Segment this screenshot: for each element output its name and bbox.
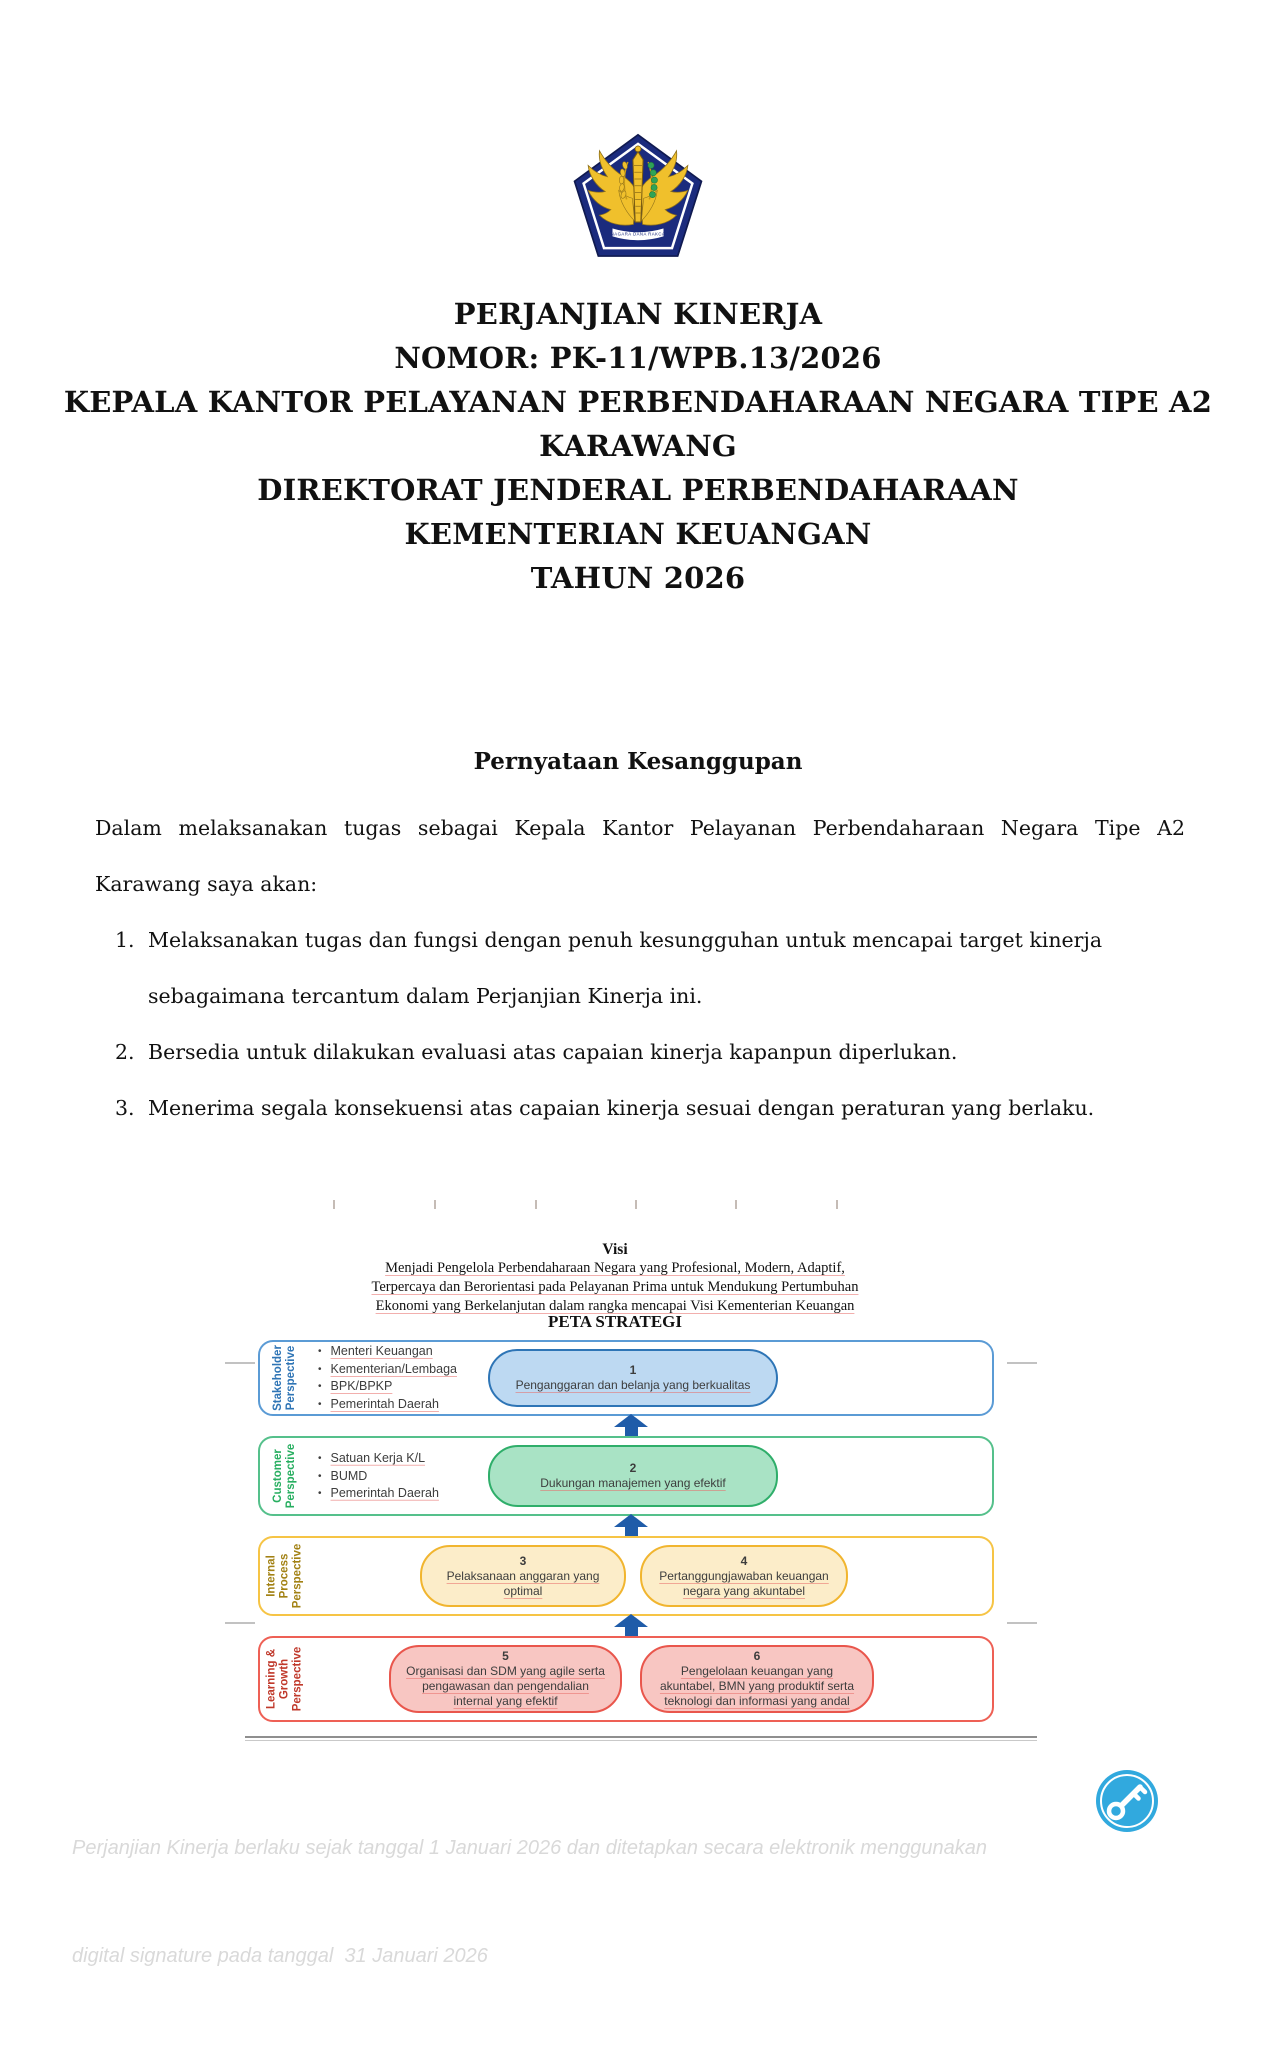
title-line: TAHUN 2026 (530, 561, 746, 595)
title-line: PERJANJIAN KINERJA (453, 297, 823, 331)
bullet-item (318, 1378, 457, 1396)
document-title-block (60, 292, 1216, 600)
bullet-dot: • (318, 1452, 322, 1464)
objective-pill-4 (640, 1545, 848, 1607)
bullet-dot: • (318, 1470, 322, 1482)
footer-note-line: Perjanjian Kinerja berlaku sejak tanggal 1 Januari 2026 dan ditetapkan secara elektronik menggunakan (72, 1837, 988, 1859)
perspective-label (262, 1538, 308, 1614)
pill-text: Pertanggungjawaban keuangan negara yang akuntabel (659, 1568, 829, 1598)
tick-mark (735, 1200, 737, 1209)
perspective-row-learning-growth (258, 1636, 994, 1722)
bullet-text: Menteri Keuangan (330, 1344, 433, 1358)
up-arrow-icon (613, 1414, 649, 1436)
bullet-text: BPK/BPKP (330, 1379, 393, 1393)
crop-mark (225, 1362, 255, 1364)
bullet-text: BUMD (330, 1468, 368, 1483)
bullet-dot: • (318, 1363, 322, 1375)
logo-motto-text: NAGARA DANA RAKCA (610, 231, 666, 237)
objective-pill-6 (640, 1645, 874, 1713)
digital-signature-key-icon (1094, 1768, 1160, 1834)
objective-pill-1 (488, 1349, 778, 1407)
perspective-row-stakeholder (258, 1340, 994, 1416)
crop-mark (225, 1622, 255, 1624)
title-line: KARAWANG (539, 429, 737, 463)
perspective-row-customer (258, 1436, 994, 1516)
bullet-item (318, 1485, 439, 1503)
perspective-label-line: Perspective (291, 1646, 304, 1712)
pill-text: Organisasi dan SDM yang agile serta pengawasan dan pengendalian internal yang efektif (406, 1664, 605, 1708)
bullet-text: Kementerian/Lembaga (330, 1361, 457, 1376)
stakeholder-bullet-list (318, 1343, 457, 1413)
up-arrow-icon (613, 1614, 649, 1636)
footer-note (72, 1758, 1072, 2046)
perspective-row-internal-process (258, 1536, 994, 1616)
list-item-number: 1. (115, 928, 135, 952)
vision-line: Menjadi Pengelola Perbendaharaan Negara yang Profesional, Modern, Adaptif, (385, 1260, 845, 1276)
statement-list-item (115, 912, 1185, 1024)
vision-block (315, 1240, 915, 1316)
tick-mark (535, 1200, 537, 1209)
bullet-dot: • (318, 1398, 322, 1410)
title-line: NOMOR: PK-11/WPB.13/2026 (394, 341, 882, 375)
vision-heading: Visi (602, 1241, 628, 1258)
bullet-item (318, 1467, 439, 1485)
list-item-text: Melaksanakan tugas dan fungsi dengan penuh kesungguhan untuk mencapai target kinerja sebagaimana tercantum dalam Perjanjian Kinerja ini. (148, 928, 1103, 1008)
perspective-label (262, 1638, 308, 1720)
perspective-label-line: Customer (272, 1449, 284, 1503)
bullet-text: Pemerintah Daerah (330, 1396, 439, 1411)
tick-mark (333, 1200, 335, 1209)
ministry-of-finance-logo (570, 128, 706, 264)
statement-list-item (115, 1080, 1185, 1136)
pill-number: 6 (753, 1649, 761, 1663)
bullet-item (318, 1396, 457, 1414)
pill-number: 1 (629, 1363, 637, 1377)
crop-mark (1007, 1622, 1037, 1624)
list-item-text: Menerima segala konsekuensi atas capaian kinerja sesuai dengan peraturan yang berlaku. (148, 1096, 1095, 1120)
perspective-label-line: Perspective (285, 1443, 297, 1509)
bullet-text: Satuan Kerja K/L (330, 1450, 426, 1465)
bullet-text: Pemerintah Daerah (330, 1485, 439, 1500)
pill-text: Pelaksanaan anggaran yang optimal (446, 1568, 600, 1598)
bullet-item (318, 1361, 457, 1379)
pentagon-emblem-icon (570, 128, 706, 264)
pill-text: Dukungan manajemen yang efektif (540, 1476, 726, 1490)
customer-bullet-list (318, 1450, 439, 1503)
pill-number: 3 (519, 1553, 527, 1568)
statement-list-item (115, 1024, 1185, 1080)
objective-pill-5 (389, 1645, 622, 1713)
list-item-number: 2. (115, 1040, 135, 1064)
bullet-dot: • (318, 1381, 322, 1392)
perspective-label-line: Perspective (285, 1345, 297, 1411)
list-item-number: 3. (115, 1096, 135, 1120)
pill-text: Pengelolaan keuangan yang akuntabel, BMN yang produktif serta teknologi dan informasi yang andal (659, 1664, 855, 1708)
tick-mark (434, 1200, 436, 1209)
perspective-label-line: Growth (278, 1658, 291, 1700)
objective-pill-2 (488, 1445, 778, 1507)
perspective-label (262, 1342, 308, 1414)
perspective-label (262, 1438, 308, 1514)
crop-mark (1007, 1362, 1037, 1364)
pill-number: 4 (740, 1553, 748, 1568)
title-line: KEPALA KANTOR PELAYANAN PERBENDAHARAAN NEGARA TIPE A2 (63, 385, 1213, 419)
perspective-label-line: Learning & (265, 1648, 278, 1710)
perspective-label-line: Process (278, 1553, 291, 1599)
perspective-label-line: Perspective (291, 1543, 304, 1609)
strategy-map-title: PETA STRATEGI (548, 1312, 682, 1331)
perspective-label-line: Internal (265, 1555, 278, 1597)
up-arrow-icon (613, 1514, 649, 1536)
vision-line: Terpercaya dan Berorientasi pada Pelayanan Prima untuk Mendukung Pertumbuhan (371, 1279, 859, 1295)
title-line: DIREKTORAT JENDERAL PERBENDAHARAAN (257, 473, 1019, 507)
bullet-dot: • (318, 1487, 322, 1499)
perspective-label-line: Stakeholder (272, 1345, 284, 1411)
pill-number: 2 (629, 1461, 637, 1475)
bullet-item (318, 1450, 439, 1468)
pill-number: 5 (502, 1649, 509, 1663)
title-line: KEMENTERIAN KEUANGAN (404, 517, 872, 551)
strategy-map (258, 1340, 994, 1746)
tick-mark (836, 1200, 838, 1209)
footer-note-line: digital signature pada tanggal 31 Januari 2026 (72, 1945, 488, 1967)
map-bottom-divider (245, 1736, 1037, 1741)
bullet-dot: • (318, 1346, 322, 1357)
statement-list (115, 912, 1185, 1136)
bullet-item (318, 1343, 457, 1361)
vision-line: Ekonomi yang Berkelanjutan dalam rangka mencapai Visi Kementerian Keuangan (375, 1298, 855, 1314)
tick-mark (635, 1200, 637, 1209)
statement-heading: Pernyataan Kesanggupan (473, 748, 803, 775)
list-item-text: Bersedia untuk dilakukan evaluasi atas capaian kinerja kapanpun diperlukan. (148, 1040, 958, 1064)
objective-pill-3 (420, 1545, 626, 1607)
pill-text: Penganggaran dan belanja yang berkualitas (515, 1378, 751, 1392)
statement-intro: Dalam melaksanakan tugas sebagai Kepala Kantor Pelayanan Perbendaharaan Negara Tipe A2 Karawang saya akan: (95, 816, 1185, 896)
